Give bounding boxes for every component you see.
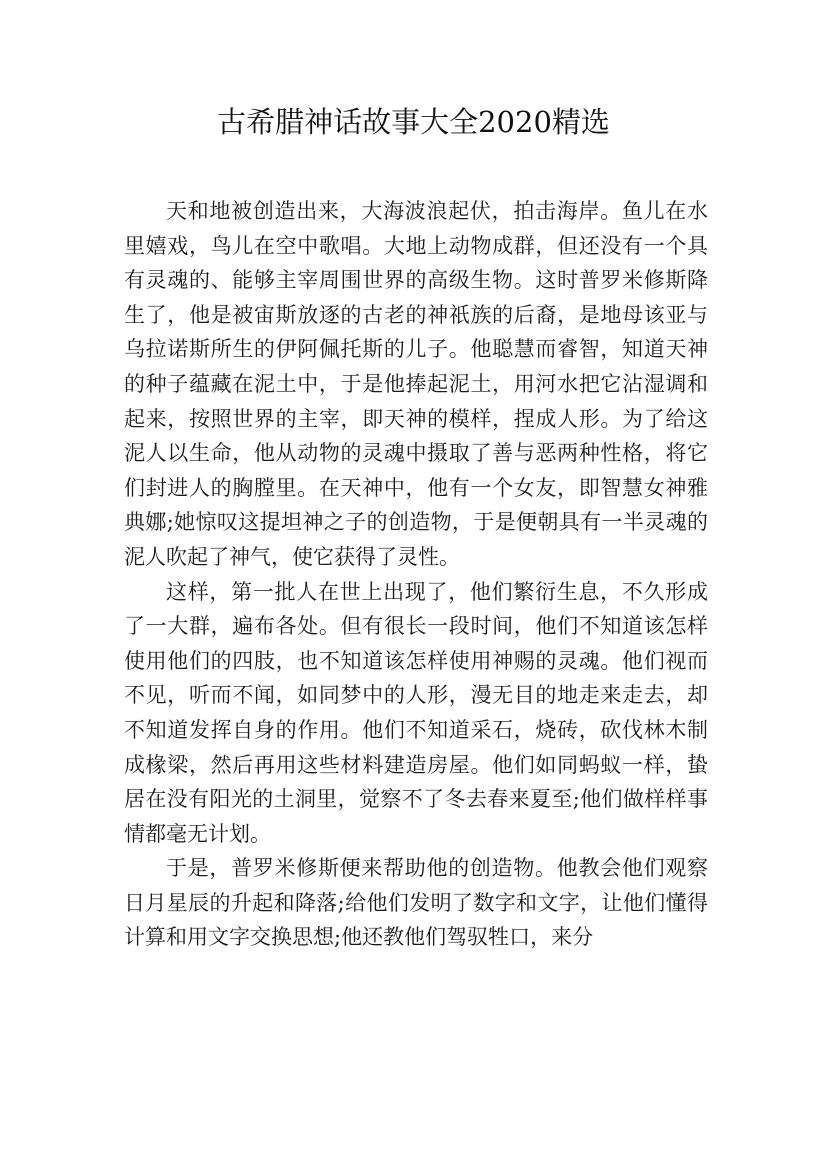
paragraph-1: 天和地被创造出来，大海波浪起伏，拍击海岸。鱼儿在水里嬉戏，鸟儿在空中歌唱。大地上动物成群，但还没有一个具有灵魂的、能够主宰周围世界的高级生物。这时普罗米修斯降生了，他是被宙斯放逐的古老的神祇族的后裔，是地母该亚与乌拉诺斯所生的伊阿佩托斯的儿子。他聪慧而睿智，知道天神的种子蕴藏在泥土中，于是他捧起泥土，用河水把它沾湿调和起来，按照世界的主宰，即天神的模样，捏成人形。为了给这泥人以生命，他从动物的灵魂中摄取了善与恶两种性格，将它们封进人的胸膛里。在天神中，他有一个女友，即智慧女神雅典娜;她惊叹这提坦神之子的创造物，于是便朝具有一半灵魂的泥人吹起了神气，使它获得了灵性。 [124, 199, 708, 569]
document-body [124, 194, 708, 955]
document-title: 古希腊神话故事大全2020精选 [217, 105, 610, 139]
paragraph-3: 于是，普罗米修斯便来帮助他的创造物。他教会他们观察日月星辰的升起和降落;给他们发明了数字和文字，让他们懂得计算和用文字交换思想;他还教他们驾驭牲口，来分 [124, 856, 708, 950]
paragraph-2: 这样，第一批人在世上出现了，他们繁衍生息，不久形成了一大群，遍布各处。但有很长一段时间，他们不知道该怎样使用他们的四肢，也不知道该怎样使用神赐的灵魂。他们视而不见，听而不闻，如同梦中的人形，漫无目的地走来走去，却不知道发挥自身的作用。他们不知道采石，烧砖，砍伐林木制成椽梁，然后再用这些材料建造房屋。他们如同蚂蚁一样，蛰居在没有阳光的土洞里，觉察不了冬去春来夏至;他们做样样事情都毫无计划。 [124, 579, 708, 846]
